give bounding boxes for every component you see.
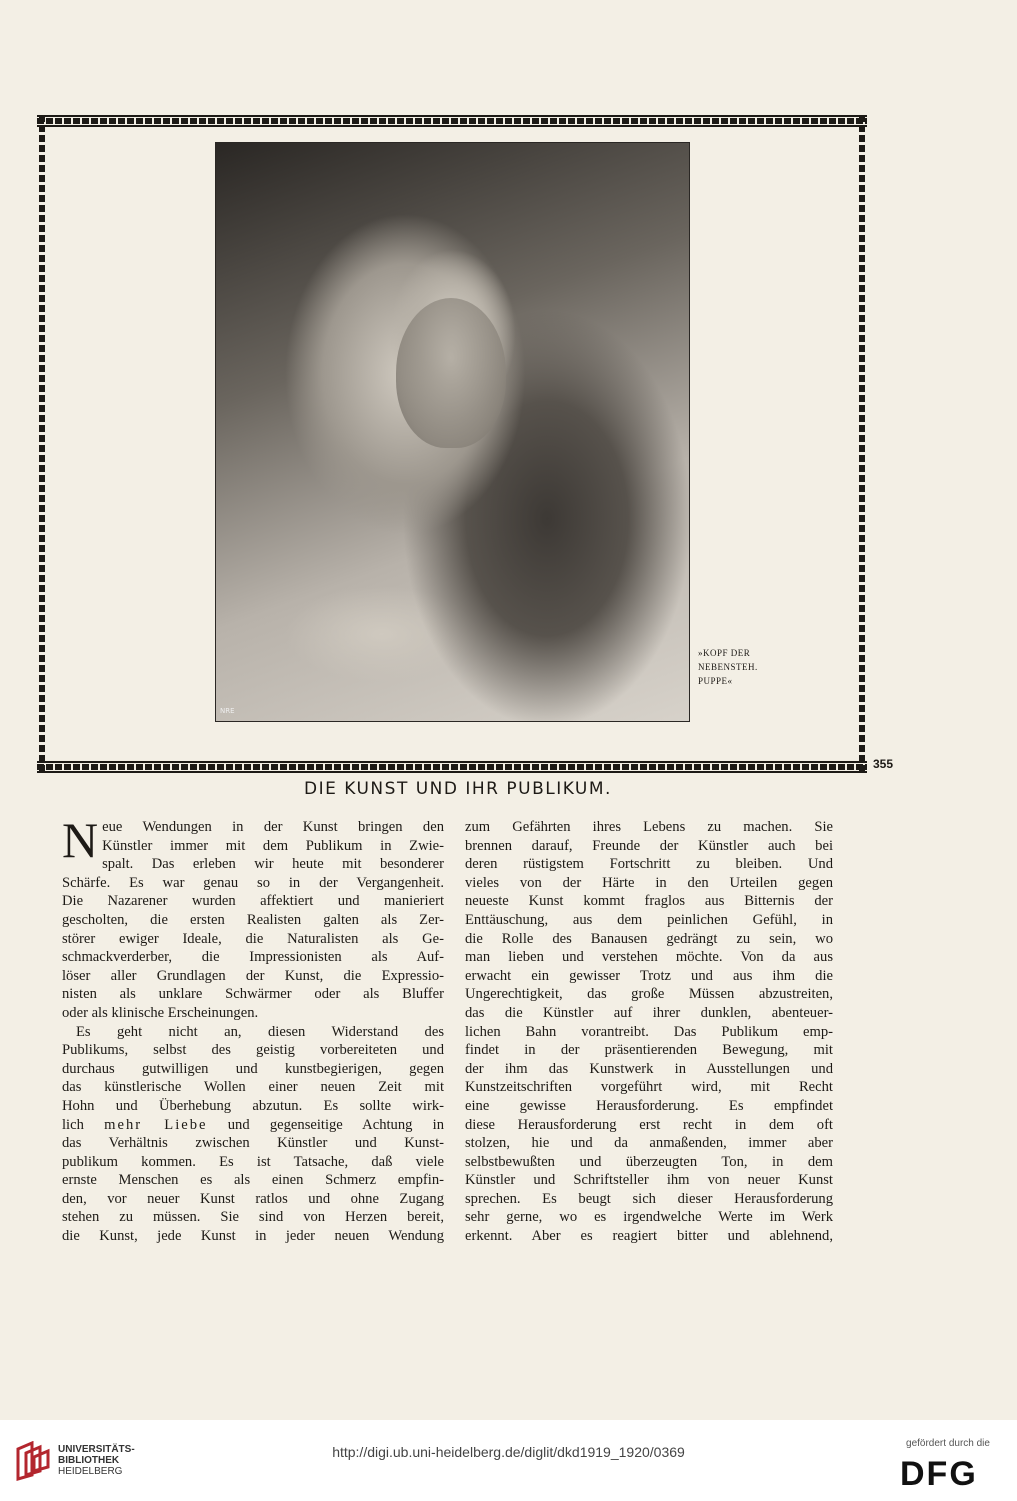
photo-caption <box>698 646 808 688</box>
text-line: selbstbewußten und überzeugten Ton, in dem <box>465 1153 833 1170</box>
frame-bottom-border <box>37 761 867 773</box>
text-line: Künstler und Schriftsteller ihm von neuer Kunst <box>465 1172 833 1189</box>
text-line: sprechen. Es beugt sich dieser Herausforderung <box>465 1190 833 1207</box>
text-line: stolzen, hie und da anmaßenden, immer aber <box>465 1135 833 1152</box>
emphasized-text: mehr Liebe <box>104 1116 208 1133</box>
text-line: das Verhältnis zwischen Künstler und Kunst- <box>62 1135 444 1152</box>
doll-face <box>396 298 506 448</box>
text-line: neueste Kunst kommt fraglos aus Bitternis der <box>465 893 833 910</box>
caption-line: NEBENSTEH. <box>698 662 758 672</box>
text-line: publikum kommen. Es ist Tatsache, daß viele <box>62 1153 444 1170</box>
library-name-line: HEIDELBERG <box>58 1466 123 1477</box>
text-line: Es geht nicht an, diesen Widerstand des <box>76 1023 444 1040</box>
text-line: brennen darauf, Freunde der Künstler auch bei <box>465 837 833 854</box>
text-line: man lieben und verstehen möchte. Von da aus <box>465 949 833 966</box>
frame-top-border <box>37 115 867 127</box>
text-line: Enttäuschung, aus dem peinlichen Gefühl, in <box>465 911 833 928</box>
text-line: Künstler immer mit dem Publikum in Zwie- <box>102 837 444 854</box>
text-line: ernste Menschen es als einen Schmerz empfin- <box>62 1172 444 1189</box>
text-line: nisten als unklare Schwärmer oder als Bluffer <box>62 986 444 1003</box>
text-line: stehen zu müssen. Sie sind von Herzen bereit, <box>62 1209 444 1226</box>
left-column <box>62 812 445 1246</box>
text-fragment: lich <box>62 1116 84 1133</box>
text-line: zum Gefährten ihres Lebens zu machen. Sie <box>465 819 833 835</box>
text-line: eine gewisse Herausforderung. Es empfindet <box>465 1097 833 1114</box>
text-line: die Rolle des Banausen gedrängt zu sein, wo <box>465 930 833 947</box>
text-line: Schärfe. Es war genau so in der Vergangenheit. <box>62 874 444 891</box>
photo-monogram: NRE <box>220 707 235 715</box>
text-line: die Kunst, jede Kunst in jeder neuen Wendung <box>62 1228 444 1245</box>
text-line: schmackverderber, die Impressionisten als Auf- <box>62 949 444 966</box>
text-line: oder als klinische Erscheinungen. <box>62 1004 259 1021</box>
drop-cap: N <box>62 812 99 868</box>
text-line: findet in der präsentierenden Bewegung, mit <box>465 1042 833 1059</box>
text-line: sehr gerne, wo es irgendwelche Werte im Werk <box>465 1209 833 1226</box>
text-line: störer ewiger Ideale, die Naturalisten als Ge- <box>62 930 444 947</box>
text-line: erkennt. Aber es reagiert bitter und ablehnend, <box>465 1228 833 1245</box>
text-line: eue Wendungen in der Kunst bringen den <box>102 819 444 835</box>
text-line: löser aller Grundlagen der Kunst, die Expressio- <box>62 967 444 984</box>
text-line: den, vor neuer Kunst ratlos und ohne Zugang <box>62 1190 444 1207</box>
text-line: durchaus gutwilligen und kunstbegierigen, gegen <box>62 1060 444 1077</box>
right-column <box>465 818 833 1246</box>
text-line: spalt. Das erleben wir heute mit besonderer <box>102 856 444 873</box>
page-number: 355 <box>873 757 894 771</box>
text-line: Ungerechtigkeit, das große Müssen abzustreiten, <box>465 986 833 1003</box>
text-line: vieles von der Härte in den Urteilen gegen <box>465 874 833 891</box>
caption-line: »KOPF DER <box>698 648 751 658</box>
funded-by-label: gefördert durch die <box>906 1438 990 1449</box>
text-line: diese Herausforderung erst recht in dem oft <box>465 1116 833 1133</box>
library-name-line: BIBLIOTHEK <box>58 1455 120 1466</box>
text-line: das die Künstler auf ihrer dunklen, abenteuer- <box>465 1004 833 1021</box>
text-line: erwacht ein gewisser Trotz und aus ihm die <box>465 967 833 984</box>
text-line: das künstlerische Wollen einer neuen Zeit mit <box>62 1079 444 1096</box>
text-fragment: und gegenseitige Achtung in <box>227 1116 445 1133</box>
dfg-logo[interactable]: DFG <box>900 1455 978 1493</box>
text-line: lichen Bahn vorantreibt. Das Publikum emp- <box>465 1023 833 1040</box>
text-line: der ihm das Kunstwerk in Ausstellungen und <box>465 1060 833 1077</box>
library-name-line: UNIVERSITÄTS- <box>58 1444 135 1455</box>
text-line: deren rüstigstem Fortschritt zu bleiben. Und <box>465 856 833 873</box>
text-line: Hohn und Überhebung abzutun. Es sollte wirk- <box>62 1097 444 1114</box>
text-line: gescholten, die ersten Realisten galten als Zer- <box>62 911 444 928</box>
viewer-footer <box>0 1420 1017 1501</box>
text-line <box>62 1116 444 1135</box>
permalink-url[interactable]: http://digi.ub.uni-heidelberg.de/diglit/dkd1919_1920/0369 <box>332 1444 685 1460</box>
text-line: Publikums, selbst des geistig vorbereiteten und <box>62 1042 444 1059</box>
doll-head-photograph <box>215 142 690 722</box>
text-line: Die Nazarener wurden affektiert und manieriert <box>62 893 444 910</box>
frame-left-border <box>37 115 47 773</box>
text-line: Kunstzeitschriften vorgeführt wird, mit Recht <box>465 1079 833 1096</box>
frame-right-border <box>857 115 867 773</box>
caption-line: PUPPE« <box>698 676 733 686</box>
article-title: DIE KUNST UND IHR PUBLIKUM. <box>304 779 612 799</box>
